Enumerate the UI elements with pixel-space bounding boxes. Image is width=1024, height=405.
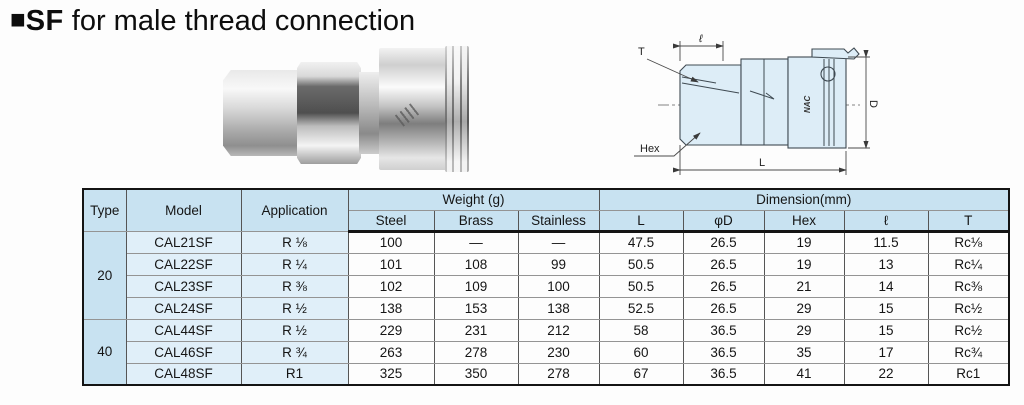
title-text: for male thread connection <box>71 5 416 37</box>
photo-thread-end <box>223 70 301 156</box>
diagram-hex-body <box>680 65 741 145</box>
col-header-l: L <box>599 210 683 231</box>
stainless-cell: 100 <box>518 275 599 297</box>
ell-cell: 17 <box>844 341 928 363</box>
diagram-logo: NAC <box>803 95 812 113</box>
t-cell: Rc1 <box>928 363 1009 385</box>
col-header-model: Model <box>126 189 241 231</box>
t-cell: Rc¼ <box>928 253 1009 275</box>
model-cell: CAL22SF <box>126 253 241 275</box>
application-cell: R ½ <box>241 319 348 341</box>
table-row <box>83 341 1009 363</box>
table-row <box>83 231 1009 253</box>
phi-d-cell: 26.5 <box>683 275 764 297</box>
stainless-cell: 212 <box>518 319 599 341</box>
brass-cell: 278 <box>434 341 518 363</box>
col-header-hex: Hex <box>764 210 844 231</box>
t-label: T <box>638 46 645 58</box>
phi-d-cell: 26.5 <box>683 253 764 275</box>
phi-d-cell: 26.5 <box>683 297 764 319</box>
t-cell: Rc½ <box>928 319 1009 341</box>
brass-cell: 109 <box>434 275 518 297</box>
diagram-svg <box>616 33 888 183</box>
steel-cell: 229 <box>348 319 434 341</box>
photo-hex-nut <box>297 62 361 164</box>
product-photo <box>215 42 473 176</box>
application-cell: R ½ <box>241 297 348 319</box>
stainless-cell: 230 <box>518 341 599 363</box>
phi-d-cell: 36.5 <box>683 319 764 341</box>
hex-label: Hex <box>640 143 660 155</box>
hex-cell: 29 <box>764 319 844 341</box>
table-row <box>83 363 1009 385</box>
application-cell: R ⅛ <box>241 231 348 253</box>
table-row <box>83 297 1009 319</box>
brass-cell: 153 <box>434 297 518 319</box>
spec-table <box>82 188 1010 386</box>
col-header-brass: Brass <box>434 210 518 231</box>
col-header-ell: ℓ <box>844 210 928 231</box>
l-cell: 47.5 <box>599 231 683 253</box>
hex-cell: 35 <box>764 341 844 363</box>
photo-collar <box>359 72 381 154</box>
stainless-cell: 99 <box>518 253 599 275</box>
steel-cell: 100 <box>348 231 434 253</box>
t-cell: Rc¾ <box>928 341 1009 363</box>
diagram-ball <box>821 67 835 81</box>
model-cell: CAL21SF <box>126 231 241 253</box>
l-cell: 67 <box>599 363 683 385</box>
d-label: D <box>867 100 879 108</box>
phi-d-cell: 36.5 <box>683 363 764 385</box>
phi-d-cell: 36.5 <box>683 341 764 363</box>
stainless-cell: — <box>518 231 599 253</box>
col-header-type: Type <box>83 189 126 231</box>
table-row <box>83 319 1009 341</box>
application-cell: R1 <box>241 363 348 385</box>
l-cell: 60 <box>599 341 683 363</box>
brass-cell: 108 <box>434 253 518 275</box>
table-row <box>83 275 1009 297</box>
stainless-cell: 138 <box>518 297 599 319</box>
hex-cell: 41 <box>764 363 844 385</box>
t-cell: Rc⅜ <box>928 275 1009 297</box>
stainless-cell: 278 <box>518 363 599 385</box>
col-header-application: Application <box>241 189 348 231</box>
diagram-sleeve-body <box>788 57 846 148</box>
brass-cell: 231 <box>434 319 518 341</box>
type-cell: 40 <box>83 319 126 385</box>
model-cell: CAL48SF <box>126 363 241 385</box>
l-cell: 58 <box>599 319 683 341</box>
steel-cell: 138 <box>348 297 434 319</box>
photo-sleeve-rings <box>445 46 469 172</box>
col-group-dimension: Dimension(mm) <box>599 189 1009 210</box>
model-cell: CAL46SF <box>126 341 241 363</box>
steel-cell: 101 <box>348 253 434 275</box>
ell-cell: 14 <box>844 275 928 297</box>
steel-cell: 325 <box>348 363 434 385</box>
col-header-steel: Steel <box>348 210 434 231</box>
brass-cell: 350 <box>434 363 518 385</box>
application-cell: R ⅜ <box>241 275 348 297</box>
col-header-phi-d: φD <box>683 210 764 231</box>
col-header-t: T <box>928 210 1009 231</box>
ell-label: ℓ <box>699 33 703 45</box>
model-cell: CAL23SF <box>126 275 241 297</box>
model-cell: CAL44SF <box>126 319 241 341</box>
model-cell: CAL24SF <box>126 297 241 319</box>
brass-cell: — <box>434 231 518 253</box>
steel-cell: 102 <box>348 275 434 297</box>
type-cell: 20 <box>83 231 126 319</box>
ell-cell: 13 <box>844 253 928 275</box>
header-row-groups <box>83 189 1009 210</box>
l-label: L <box>759 157 766 169</box>
ell-cell: 22 <box>844 363 928 385</box>
l-cell: 50.5 <box>599 253 683 275</box>
hex-cell: 21 <box>764 275 844 297</box>
dimension-diagram <box>616 33 888 183</box>
phi-d-cell: 26.5 <box>683 231 764 253</box>
t-cell: Rc½ <box>928 297 1009 319</box>
ell-cell: 11.5 <box>844 231 928 253</box>
l-cell: 52.5 <box>599 297 683 319</box>
application-cell: R ¼ <box>241 253 348 275</box>
steel-cell: 263 <box>348 341 434 363</box>
hex-cell: 19 <box>764 231 844 253</box>
ell-cell: 15 <box>844 297 928 319</box>
hex-cell: 29 <box>764 297 844 319</box>
title-brand: SF <box>25 5 64 37</box>
page-title <box>10 1 415 39</box>
title-square-icon: ■ <box>10 4 26 34</box>
application-cell: R ¾ <box>241 341 348 363</box>
t-cell: Rc⅛ <box>928 231 1009 253</box>
table-row <box>83 253 1009 275</box>
col-group-weight: Weight (g) <box>348 189 599 210</box>
col-header-stainless: Stainless <box>518 210 599 231</box>
ell-cell: 15 <box>844 319 928 341</box>
l-cell: 50.5 <box>599 275 683 297</box>
hex-cell: 19 <box>764 253 844 275</box>
